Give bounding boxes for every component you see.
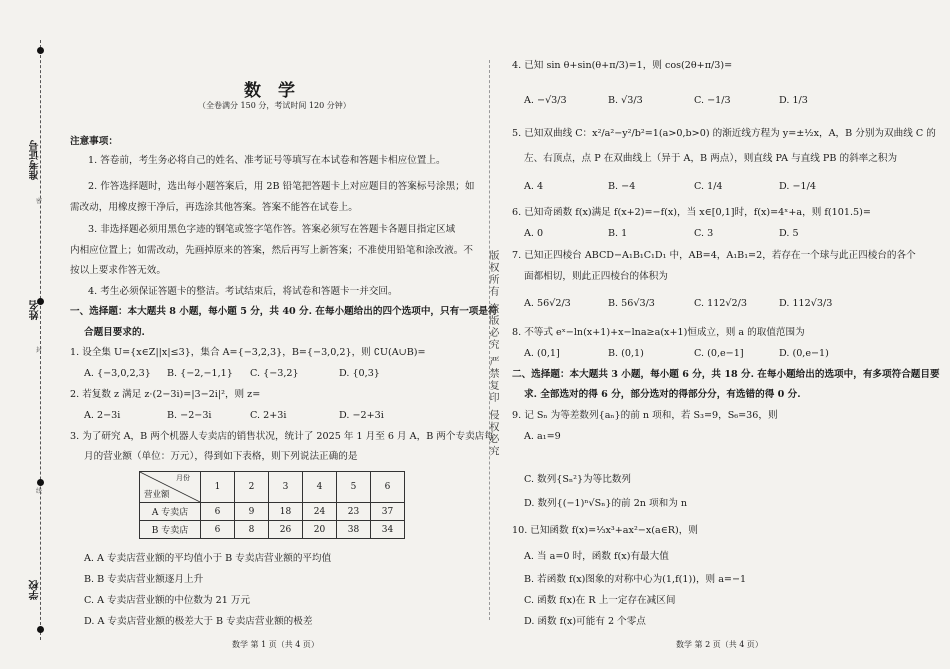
question-stem: 7. 已知正四棱台 ABCD−A₁B₁C₁D₁ 中，AB=4，A₁B₁=2，若存在一个球与此正四棱台的各个 — [512, 250, 916, 261]
option: D. −2+3i — [339, 410, 384, 421]
table-cell: 26 — [269, 521, 303, 539]
option: D. 112√3/3 — [779, 298, 833, 309]
question-stem: 4. 已知 sin θ+sin(θ+π/3)=1，则 cos(2θ+π/3)= — [512, 60, 733, 71]
month-header: 4 — [303, 472, 337, 503]
table-cell: 24 — [303, 503, 337, 521]
table-cell: 8 — [235, 521, 269, 539]
page-footer: 数学 第 1 页（共 4 页） — [232, 640, 319, 649]
option: C. {−3,2} — [250, 368, 299, 379]
row-label: A 专卖店 — [140, 503, 201, 521]
option: A. a₁=9 — [524, 431, 561, 442]
option: D. 5 — [779, 228, 799, 239]
month-header: 6 — [371, 472, 405, 503]
notice-line: 3. 非选择题必须用黑色字迹的钢笔或签字笔作答。答案必须写在答题卡各题目指定区域 — [88, 224, 456, 235]
sales-table — [139, 471, 405, 539]
month-header: 1 — [201, 472, 235, 503]
notice-line: 按以上要求作答无效。 — [70, 265, 166, 276]
option: C. 函数 f(x)在 R 上一定存在减区间 — [524, 595, 676, 606]
option: B. B 专卖店营业额逐月上升 — [84, 574, 204, 585]
table-corner: 月份 营业额 — [140, 472, 201, 503]
option: C. 3 — [694, 228, 714, 239]
question-stem: 月的营业额（单位：万元），得到如下表格，则下列说法正确的是 — [84, 451, 358, 462]
binding-dot — [37, 479, 44, 486]
section-heading: 二、选择题：本大题共 3 小题，每小题 6 分，共 18 分. 在每小题给出的选项中，有多项符合题目要 — [512, 369, 940, 380]
month-header: 2 — [235, 472, 269, 503]
table-cell: 34 — [371, 521, 405, 539]
seal-mark: 线 — [36, 488, 43, 495]
option: A. (0,1] — [524, 348, 560, 359]
month-header: 5 — [337, 472, 371, 503]
option: C. 112√2/3 — [694, 298, 747, 309]
option: D. A 专卖店营业额的极差大于 B 专卖店营业额的极差 — [84, 616, 313, 627]
notice-line: 需改动，用橡皮擦干净后，再选涂其他答案。答案不能答在试卷上。 — [70, 202, 358, 213]
question-stem: 左、右顶点，点 P 在双曲线上（异于 A，B 两点），则直线 PA 与直线 PB 的斜率之积为 — [524, 153, 898, 164]
question-stem: 8. 不等式 eˣ−ln(x+1)+x−lna≥a(x+1)恒成立，则 a 的取值范围为 — [512, 327, 805, 338]
question-stem: 5. 已知双曲线 C：x²/a²−y²/b²=1(a>0,b>0) 的渐近线方程为 y=±½x，A，B 分别为双曲线 C 的 — [512, 128, 936, 139]
option: D. −1/4 — [779, 181, 816, 192]
question-stem: 9. 记 Sₙ 为等差数列{aₙ}的前 n 项和，若 S₃=9，S₆=36，则 — [512, 410, 778, 421]
month-header: 3 — [269, 472, 303, 503]
page-footer: 数学 第 2 页（共 4 页） — [676, 640, 763, 649]
notice-title: 注意事项： — [70, 136, 118, 147]
option: D. {0,3} — [339, 368, 380, 379]
option: B. 1 — [608, 228, 628, 239]
option: A. −√3/3 — [524, 95, 567, 106]
question-stem: 10. 已知函数 f(x)=⅓x³+ax²−x(a∈R)，则 — [512, 525, 698, 536]
option: D. 函数 f(x)可能有 2 个零点 — [524, 616, 646, 627]
option: B. 若函数 f(x)图象的对称中心为(1,f(1))，则 a=−1 — [524, 574, 747, 585]
option: C. −1/3 — [694, 95, 731, 106]
seal-mark: 密 — [36, 198, 43, 205]
notice-line: 2. 作答选择题时，选出每小题答案后，用 2B 铅笔把答题卡上对应题目的答案标号涂黑；如 — [88, 181, 475, 192]
table-row — [140, 503, 405, 521]
option: B. −4 — [608, 181, 636, 192]
question-stem: 3. 为了研究 A，B 两个机器人专卖店的销售状况，统计了 2025 年 1 月至 6 月 A，B 两个专卖店每 — [70, 431, 494, 442]
question-stem: 1. 设全集 U={x∈Z||x|≤3}，集合 A={−3,2,3}，B={−3,0,2}，则 ∁U(A∪B)= — [70, 347, 426, 358]
table-cell: 6 — [201, 521, 235, 539]
table-cell: 18 — [269, 503, 303, 521]
table-cell: 38 — [337, 521, 371, 539]
notice-line: 1. 答卷前，考生务必将自己的姓名、准考证号等填写在本试卷和答题卡相应位置上。 — [88, 155, 446, 166]
option: A. 当 a=0 时，函数 f(x)有最大值 — [524, 551, 669, 562]
option: C. 数列{Sₙ²}为等比数列 — [524, 474, 632, 485]
option: C. 2+3i — [250, 410, 287, 421]
option: A. 56√2/3 — [524, 298, 571, 309]
option: C. A 专卖店营业额的中位数为 21 万元 — [84, 595, 251, 606]
question-stem: 6. 已知奇函数 f(x)满足 f(x+2)=−f(x)，当 x∈[0,1]时，f(x)=4ˣ+a，则 f(101.5)= — [512, 207, 871, 218]
option: B. {−2,−1,1} — [167, 368, 233, 379]
section-heading: 合题目要求的. — [84, 327, 145, 338]
name-label: 姓名 — [30, 300, 41, 320]
seal-mark: 封 — [36, 347, 43, 354]
binding-dot — [37, 47, 44, 54]
binding-dot — [37, 626, 44, 633]
option: A. 4 — [524, 181, 544, 192]
option: B. 56√3/3 — [608, 298, 655, 309]
page-title: 数 学 — [244, 81, 295, 101]
binding-line — [40, 40, 41, 640]
exam-subtitle: （全卷满分 150 分，考试时间 120 分钟） — [198, 101, 351, 110]
table-cell: 23 — [337, 503, 371, 521]
option: D. (0,e−1) — [779, 348, 829, 359]
option: A. A 专卖店营业额的平均值小于 B 专卖店营业额的平均值 — [84, 553, 332, 564]
table-row — [140, 521, 405, 539]
notice-line: 4. 考生必须保证答题卡的整洁。考试结束后，将试卷和答题卡一并交回。 — [88, 286, 398, 297]
option: B. −2−3i — [167, 410, 212, 421]
exam-number-label: 准考证号 — [30, 140, 41, 180]
section-heading: 一、选择题：本大题共 8 小题，每小题 5 分，共 40 分. 在每小题给出的四个选项中，只有一项是符 — [70, 306, 498, 317]
option: D. 数列{(−1)ⁿ√Sₙ}的前 2n 项和为 n — [524, 498, 688, 509]
table-cell: 6 — [201, 503, 235, 521]
question-stem: 面都相切，则此正四棱台的体积为 — [524, 271, 668, 282]
option: B. √3/3 — [608, 95, 643, 106]
table-cell: 37 — [371, 503, 405, 521]
section-heading: 求. 全部选对的得 6 分，部分选对的得部分分，有选错的得 0 分. — [524, 389, 801, 400]
question-stem: 2. 若复数 z 满足 z·(2−3i)=|3−2i|²，则 z= — [70, 389, 261, 400]
notice-line: 内相应位置上；如需改动，先画掉原来的答案，然后再写上新答案；不准使用铅笔和涂改液。不 — [70, 245, 473, 256]
table-cell: 9 — [235, 503, 269, 521]
option: B. (0,1) — [608, 348, 644, 359]
option: A. 2−3i — [84, 410, 121, 421]
table-cell: 20 — [303, 521, 337, 539]
option: A. {−3,0,2,3} — [84, 368, 151, 379]
option: C. 1/4 — [694, 181, 723, 192]
option: D. 1/3 — [779, 95, 808, 106]
option: A. 0 — [524, 228, 544, 239]
option: C. (0,e−1] — [694, 348, 744, 359]
copyright-note: 版权所有 盗版必究 严禁复印 侵权必究 — [487, 250, 498, 458]
row-label: B 专卖店 — [140, 521, 201, 539]
school-label: 学校 — [30, 580, 41, 600]
